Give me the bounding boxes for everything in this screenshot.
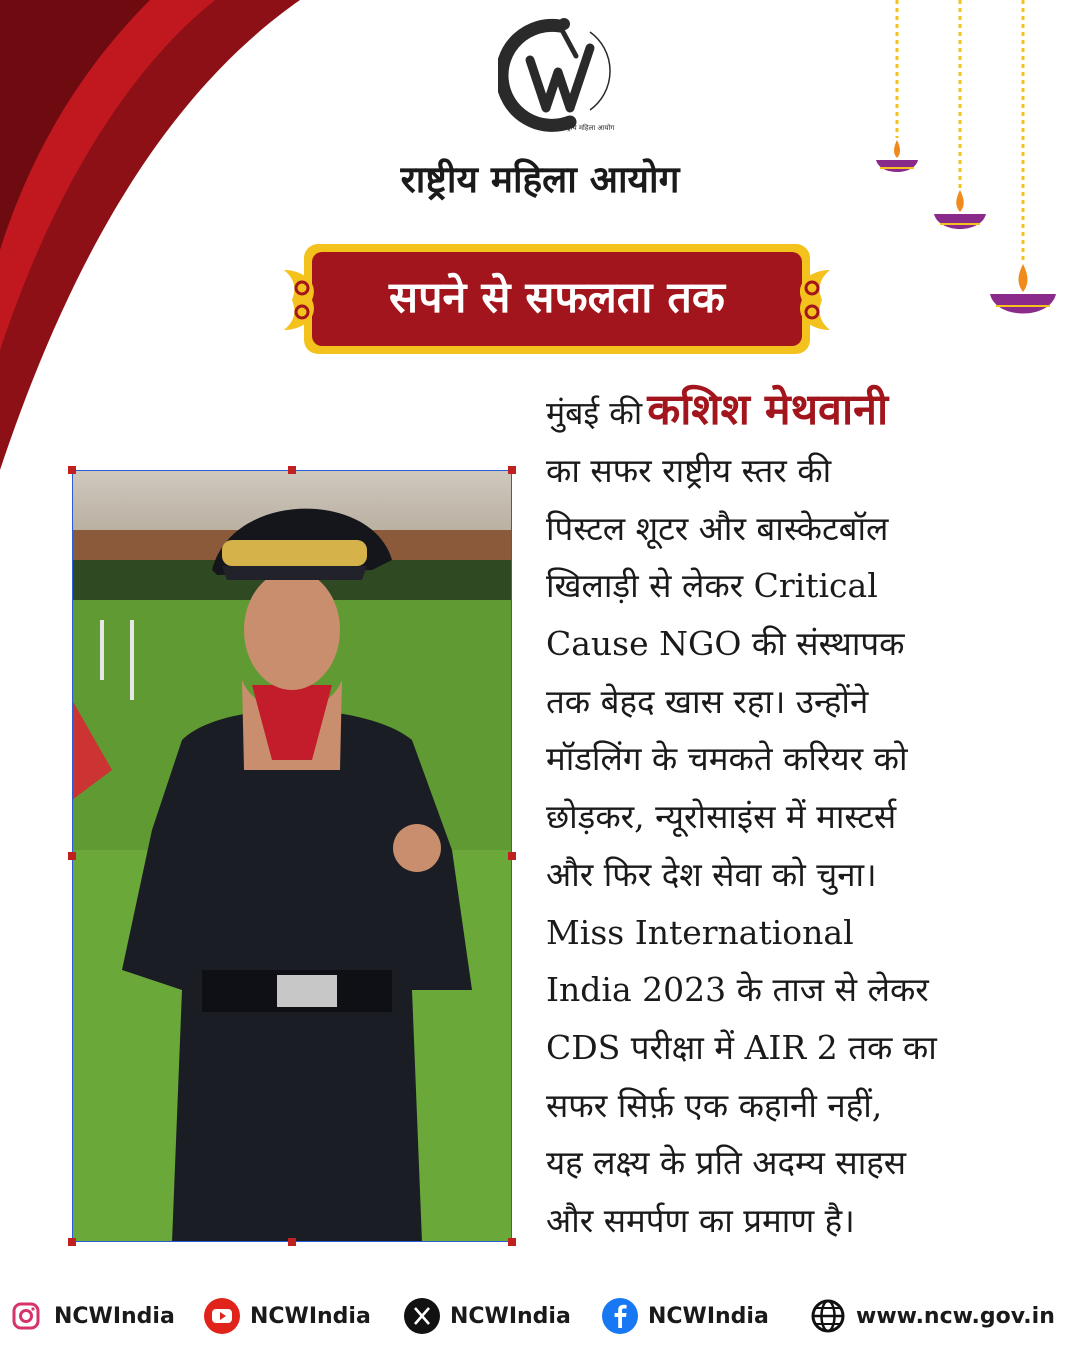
youtube-handle: NCWIndia xyxy=(250,1303,371,1329)
diya-lamp-icon xyxy=(876,140,918,172)
ncw-logo xyxy=(498,10,618,135)
diya-lamp-icon xyxy=(990,264,1056,314)
resize-handle[interactable] xyxy=(68,1238,76,1246)
story-line: मॉडलिंग के चमकते करियर को xyxy=(546,739,908,779)
x-icon xyxy=(404,1298,440,1334)
profile-photo xyxy=(72,470,512,1242)
resize-handle[interactable] xyxy=(508,852,516,860)
banner-title: सपने से सफलता तक xyxy=(389,273,725,323)
globe-icon xyxy=(810,1298,846,1334)
svg-text:राष्ट्रीय महिला आयोग: राष्ट्रीय महिला आयोग xyxy=(562,124,615,132)
name-prefix: मुंबई की xyxy=(546,394,643,432)
person-name: कशिश मेथवानी xyxy=(647,385,889,435)
story-line: India 2023 के ताज से लेकर xyxy=(546,970,929,1010)
hanging-diya-lamps xyxy=(860,0,1080,340)
story-line: छोड़कर, न्यूरोसाइंस में मास्टर्स xyxy=(546,797,897,837)
resize-handle[interactable] xyxy=(288,466,296,474)
facebook-link[interactable] xyxy=(602,1294,769,1338)
story-line: CDS परीक्षा में AIR 2 तक का xyxy=(546,1027,937,1067)
story-text xyxy=(546,442,1066,1250)
story-line: यह लक्ष्य के प्रति अदम्य साहस xyxy=(546,1143,907,1183)
resize-handle[interactable] xyxy=(68,466,76,474)
youtube-icon xyxy=(204,1298,240,1334)
resize-handle[interactable] xyxy=(68,852,76,860)
facebook-icon xyxy=(602,1298,638,1334)
story-line: सफर सिर्फ़ एक कहानी नहीं, xyxy=(546,1085,883,1125)
story-line: और समर्पण का प्रमाण है। xyxy=(546,1200,855,1240)
corner-swoosh xyxy=(0,0,320,470)
facebook-handle: NCWIndia xyxy=(648,1303,769,1329)
story-line: Cause NGO की संस्थापक xyxy=(546,624,905,664)
social-footer xyxy=(0,1294,1080,1338)
heading-name-line xyxy=(546,378,1066,437)
story-line: तक बेहद खास रहा। उन्होंने xyxy=(546,681,869,721)
x-handle: NCWIndia xyxy=(450,1303,571,1329)
story-line: और फिर देश सेवा को चुना। xyxy=(546,854,877,894)
x-link[interactable] xyxy=(404,1294,571,1338)
resize-handle[interactable] xyxy=(508,1238,516,1246)
website-url: www.ncw.gov.in xyxy=(856,1303,1055,1329)
story-line: खिलाड़ी से लेकर Critical xyxy=(546,566,878,606)
resize-handle[interactable] xyxy=(508,466,516,474)
resize-handle[interactable] xyxy=(288,1238,296,1246)
youtube-link[interactable] xyxy=(204,1294,371,1338)
instagram-link[interactable] xyxy=(8,1294,175,1338)
story-line: Miss International xyxy=(546,912,854,952)
story-line: पिस्टल शूटर और बास्केटबॉल xyxy=(546,508,889,548)
instagram-icon xyxy=(8,1298,44,1334)
organization-name: राष्ट्रीय महिला आयोग xyxy=(400,158,680,201)
diya-lamp-icon xyxy=(934,190,986,229)
story-line: का सफर राष्ट्रीय स्तर की xyxy=(546,451,832,490)
website-link[interactable] xyxy=(810,1294,1055,1338)
instagram-handle: NCWIndia xyxy=(54,1303,175,1329)
